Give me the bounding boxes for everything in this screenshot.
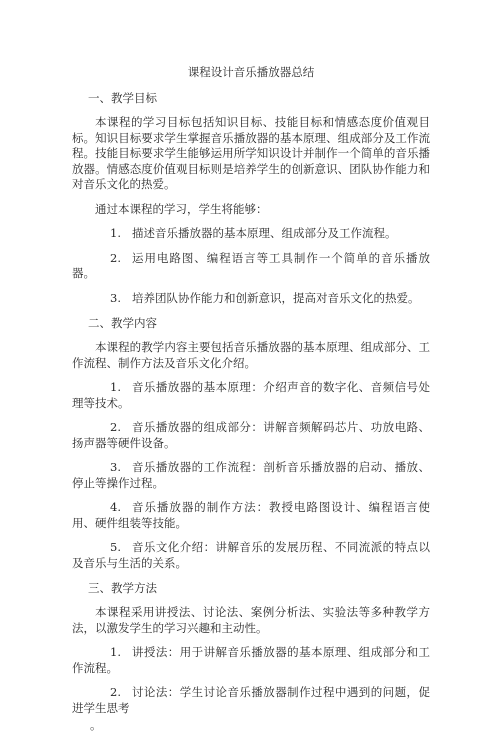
list-number: 3. xyxy=(110,290,121,305)
list-text: 描述音乐播放器的基本原理、组成部分及工作流程。 xyxy=(132,226,397,240)
section-heading-methods: 三、教学方法 xyxy=(88,581,157,595)
list-number: 2. xyxy=(110,685,121,699)
list-text: 音乐播放器的制作方法：教授电路图设计、编程语言使用、硬件组装等技能。 xyxy=(72,500,430,530)
list-number: 3. xyxy=(110,460,121,474)
list-number: 1. xyxy=(110,226,121,240)
list-item xyxy=(72,380,430,411)
section-heading-objectives: 一、教学目标 xyxy=(88,91,157,105)
paragraph: 通过本课程的学习，学生将能够： xyxy=(95,201,268,216)
list-number: 2. xyxy=(110,250,121,265)
list-item xyxy=(72,685,430,716)
list-text: 音乐播放器的基本原理：介绍声音的数字化、音频信号处理等技术。 xyxy=(72,380,430,410)
list-item xyxy=(72,460,430,491)
list-text: 讲授法：用于讲解音乐播放器的基本原理、组成部分和工作流程。 xyxy=(72,645,430,675)
list-text: 音乐播放器的工作流程：剖析音乐播放器的启动、播放、停止等操作过程。 xyxy=(72,460,430,490)
paragraph: 本课程的教学内容主要包括音乐播放器的基本原理、组成部分、工作流程、制作方法及音乐文化介绍。 xyxy=(72,340,430,370)
list-text: 音乐播放器的组成部分：讲解音频解码芯片、功放电路、扬声器等硬件设备。 xyxy=(72,420,430,450)
list-text: 音乐文化介绍：讲解音乐的发展历程、不同流派的特点以及音乐与生活的关系。 xyxy=(72,540,430,570)
list-item xyxy=(72,420,430,451)
list-item xyxy=(72,251,430,282)
list-item xyxy=(72,645,430,676)
list-item xyxy=(72,291,430,307)
list-text: 讨论法：学生讨论音乐播放器制作过程中遇到的问题，促进学生思考 xyxy=(72,685,430,715)
list-text: 培养团队协作能力和创新意识，提高对音乐文化的热爱。 xyxy=(132,290,420,305)
list-text: 运用电路图、编程语言等工具制作一个简单的音乐播放器。 xyxy=(72,250,430,280)
list-item xyxy=(72,500,430,531)
list-number: 1. xyxy=(110,645,121,659)
list-number: 1. xyxy=(110,380,121,394)
document-title: 课程设计音乐播放器总结 xyxy=(187,65,315,79)
paragraph: 本课程采用讲授法、讨论法、案例分析法、实验法等多种教学方法，以激发学生的学习兴趣和主动性。 xyxy=(72,605,430,635)
list-number: 2. xyxy=(110,420,121,434)
list-number: 4. xyxy=(110,500,121,514)
list-number: 5. xyxy=(110,540,121,554)
trailing-punctuation: 。 xyxy=(90,718,102,732)
list-item xyxy=(72,540,430,571)
list-item xyxy=(72,226,430,242)
section-heading-content: 二、教学内容 xyxy=(88,316,157,330)
paragraph: 本课程的学习目标包括知识目标、技能目标和情感态度价值观目标。知识目标要求学生掌握音乐播放器的基本原理、组成部分及工作流程。技能目标要求学生能够运用所学知识设计并制作一个简单的音乐播放器。情感态度价值观目标则是培养学生的创新意识、团队协作能力和对音乐文化的热爱。 xyxy=(72,115,430,191)
